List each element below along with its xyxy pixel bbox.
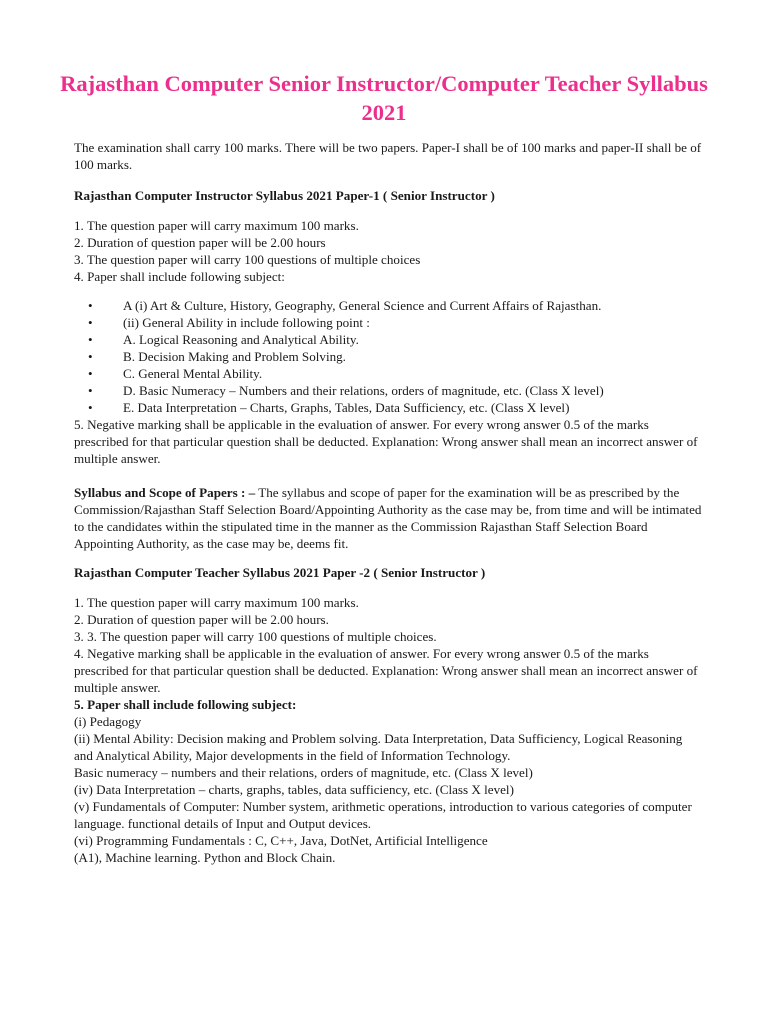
paper2-subject-heading: 5. Paper shall include following subject:: [74, 697, 297, 712]
bullet-icon: •: [88, 366, 93, 381]
scope-text: The syllabus and scope of paper for the examination will be as prescribed by the Commission/Rajasthan Staff Selection Board/Appointing Authority as the case may be, from time and will be intimated to the candidates within the stipulated time in the manner as the Commission Rajasthan Staff Selection Board Appointing Authority, as the case may be, deems fit.: [74, 485, 702, 551]
list-item: • A. Logical Reasoning and Analytical Ability.: [88, 332, 359, 347]
bullet-icon: •: [88, 298, 93, 313]
scope-paragraph: [74, 484, 704, 552]
paper2-subject-2: (ii) Mental Ability: Decision making and Problem solving. Data Interpretation, Data Sufficiency, Logical Reasoning and Analytical Ability, Major developments in the field of Information Technology.: [74, 731, 683, 763]
scope-label: Syllabus and Scope of Papers : –: [74, 485, 256, 500]
paper2-subject-3: Basic numeracy – numbers and their relations, orders of magnitude, etc. (Class X level): [74, 765, 533, 780]
document-body: [74, 139, 704, 866]
list-item: • (ii) General Ability in include following point :: [88, 315, 370, 330]
intro-paragraph: The examination shall carry 100 marks. There will be two papers. Paper-I shall be of 100 marks and paper-II shall be of 100 marks.: [74, 140, 702, 172]
paper2-point-3: 3. 3. The question paper will carry 100 questions of multiple choices.: [74, 629, 437, 644]
bullet-icon: •: [88, 349, 93, 364]
document-title: Rajasthan Computer Senior Instructor/Computer Teacher Syllabus 2021: [60, 71, 708, 125]
paper1-subject-list: [74, 297, 704, 416]
list-item: • C. General Mental Ability.: [88, 366, 263, 381]
paper2-points: [74, 594, 704, 866]
list-item: • D. Basic Numeracy – Numbers and their relations, orders of magnitude, etc. (Class X level): [88, 383, 604, 398]
bullet-icon: •: [88, 315, 93, 330]
bullet-icon: •: [88, 400, 93, 415]
paper2-point-1: 1. The question paper will carry maximum 100 marks.: [74, 595, 359, 610]
bullet-icon: •: [88, 383, 93, 398]
paper1-point-5: 5. Negative marking shall be applicable in the evaluation of answer. For every wrong answer 0.5 of the marks prescribed for that particular question shall be deducted. Explanation: Wrong answer shall mean an incorrect answer of multiple answer.: [74, 417, 698, 466]
list-item: • E. Data Interpretation – Charts, Graphs, Tables, Data Sufficiency, etc. (Class X level): [88, 400, 570, 415]
paper2-subject-5: (v) Fundamentals of Computer: Number system, arithmetic operations, introduction to various categories of computer language. functional details of Input and Output devices.: [74, 799, 692, 831]
paper1-point-1: 1. The question paper will carry maximum 100 marks.: [74, 218, 359, 233]
paper1-point-3: 3. The question paper will carry 100 questions of multiple choices: [74, 252, 421, 267]
paper2-point-4: 4. Negative marking shall be applicable in the evaluation of answer. For every wrong answer 0.5 of the marks prescribed for that particular question shall be deducted. Explanation: Wrong answer shall mean an incorrect answer of multiple answer.: [74, 646, 698, 695]
paper2-point-2: 2. Duration of question paper will be 2.00 hours.: [74, 612, 329, 627]
list-item: • A (i) Art & Culture, History, Geography, General Science and Current Affairs of Rajasthan.: [88, 298, 602, 313]
paper1-point-4: 4. Paper shall include following subject:: [74, 269, 285, 284]
bullet-icon: •: [88, 332, 93, 347]
paper2-subject-7: (A1), Machine learning. Python and Block Chain.: [74, 850, 336, 865]
paper2-heading: Rajasthan Computer Teacher Syllabus 2021 Paper -2 ( Senior Instructor ): [74, 565, 486, 580]
paper1-point-2: 2. Duration of question paper will be 2.00 hours: [74, 235, 326, 250]
paper2-subject-4: (iv) Data Interpretation – charts, graphs, tables, data sufficiency, etc. (Class X level): [74, 782, 514, 797]
paper1-points: [74, 217, 704, 285]
paper1-heading: Rajasthan Computer Instructor Syllabus 2021 Paper-1 ( Senior Instructor ): [74, 188, 495, 203]
paper2-subject-6: (vi) Programming Fundamentals : C, C++, Java, DotNet, Artificial Intelligence: [74, 833, 488, 848]
list-item: • B. Decision Making and Problem Solving.: [88, 349, 346, 364]
paper2-subject-1: (i) Pedagogy: [74, 714, 142, 729]
